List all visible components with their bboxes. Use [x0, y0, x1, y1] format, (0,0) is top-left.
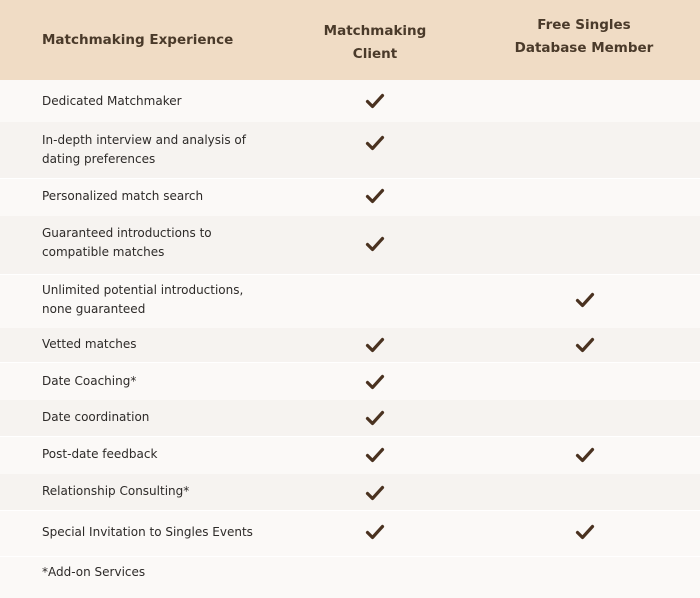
feature-label: Vetted matches — [42, 337, 137, 351]
header-free-singles — [500, 14, 668, 60]
feature-label: Dedicated Matchmaker — [42, 94, 182, 108]
feature-label: Unlimited potential introductions, none guaranteed — [42, 283, 244, 316]
header-client-line2: Client — [352, 46, 398, 62]
feature-label: Post-date feedback — [42, 447, 158, 461]
checkmark-icon — [365, 186, 385, 206]
feature-label: Guaranteed introductions to compatible matches — [42, 226, 212, 259]
table-row — [0, 474, 700, 511]
checkmark-icon — [365, 335, 385, 355]
checkmark-icon — [365, 522, 385, 542]
feature-label: Relationship Consulting* — [42, 484, 190, 498]
checkmark-icon — [365, 408, 385, 428]
table-row — [0, 216, 700, 275]
checkmark-icon — [575, 522, 595, 542]
table-row — [0, 400, 700, 437]
checkmark-icon — [365, 445, 385, 465]
feature-label: Special Invitation to Singles Events — [42, 525, 253, 539]
table-row — [0, 122, 700, 179]
table-row — [0, 80, 700, 123]
header-client-line1: Matchmaking — [323, 23, 427, 39]
feature-label: Personalized match search — [42, 189, 204, 203]
table-row — [0, 362, 700, 401]
table-row — [0, 510, 700, 557]
header-matchmaking-client — [300, 20, 450, 66]
footnote: *Add-on Services — [42, 565, 146, 579]
checkmark-icon — [365, 372, 385, 392]
table-row — [0, 178, 700, 217]
header-matchmaking-experience: Matchmaking Experience — [42, 32, 234, 48]
checkmark-icon — [365, 133, 385, 153]
feature-label: Date Coaching* — [42, 374, 137, 388]
header-free-line1: Free Singles — [537, 17, 631, 33]
table-row — [0, 436, 700, 475]
feature-label: In-depth interview and analysis of dating preferences — [42, 133, 246, 166]
table-row — [0, 274, 700, 329]
feature-label: Date coordination — [42, 410, 150, 424]
checkmark-icon — [575, 445, 595, 465]
checkmark-icon — [365, 91, 385, 111]
checkmark-icon — [365, 483, 385, 503]
checkmark-icon — [575, 290, 595, 310]
header-free-line2: Database Member — [514, 40, 654, 56]
table-header — [0, 0, 700, 80]
table-row — [0, 328, 700, 363]
checkmark-icon — [365, 234, 385, 254]
checkmark-icon — [575, 335, 595, 355]
